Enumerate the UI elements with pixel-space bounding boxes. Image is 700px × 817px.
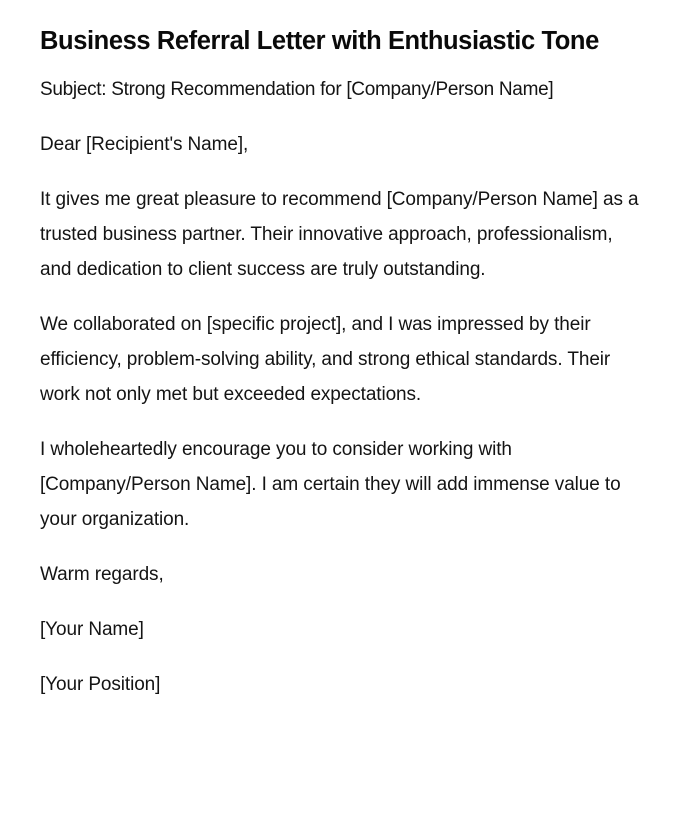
paragraph-encouragement: I wholeheartedly encourage you to consider working with [Company/Person Name]. I am certain they will add immense value to your organization. — [40, 439, 621, 530]
paragraph-collaboration: We collaborated on [specific project], and I was impressed by their efficiency, problem-solving ability, and strong ethical standards. Their work not only met but exceeded expectations. — [40, 314, 611, 405]
subject-line: Subject: Strong Recommendation for [Company/Person Name] — [40, 79, 554, 100]
signature-name: [Your Name] — [40, 619, 144, 640]
document-title: Business Referral Letter with Enthusiastic Tone — [40, 27, 599, 55]
signature-position: [Your Position] — [40, 674, 161, 695]
salutation: Dear [Recipient's Name], — [40, 134, 249, 155]
paragraph-introduction: It gives me great pleasure to recommend [Company/Person Name] as a trusted business partner. Their innovative approach, professionalism, and dedication to client success are truly outstanding. — [40, 189, 639, 280]
letter-body — [40, 72, 640, 702]
closing: Warm regards, — [40, 564, 164, 585]
